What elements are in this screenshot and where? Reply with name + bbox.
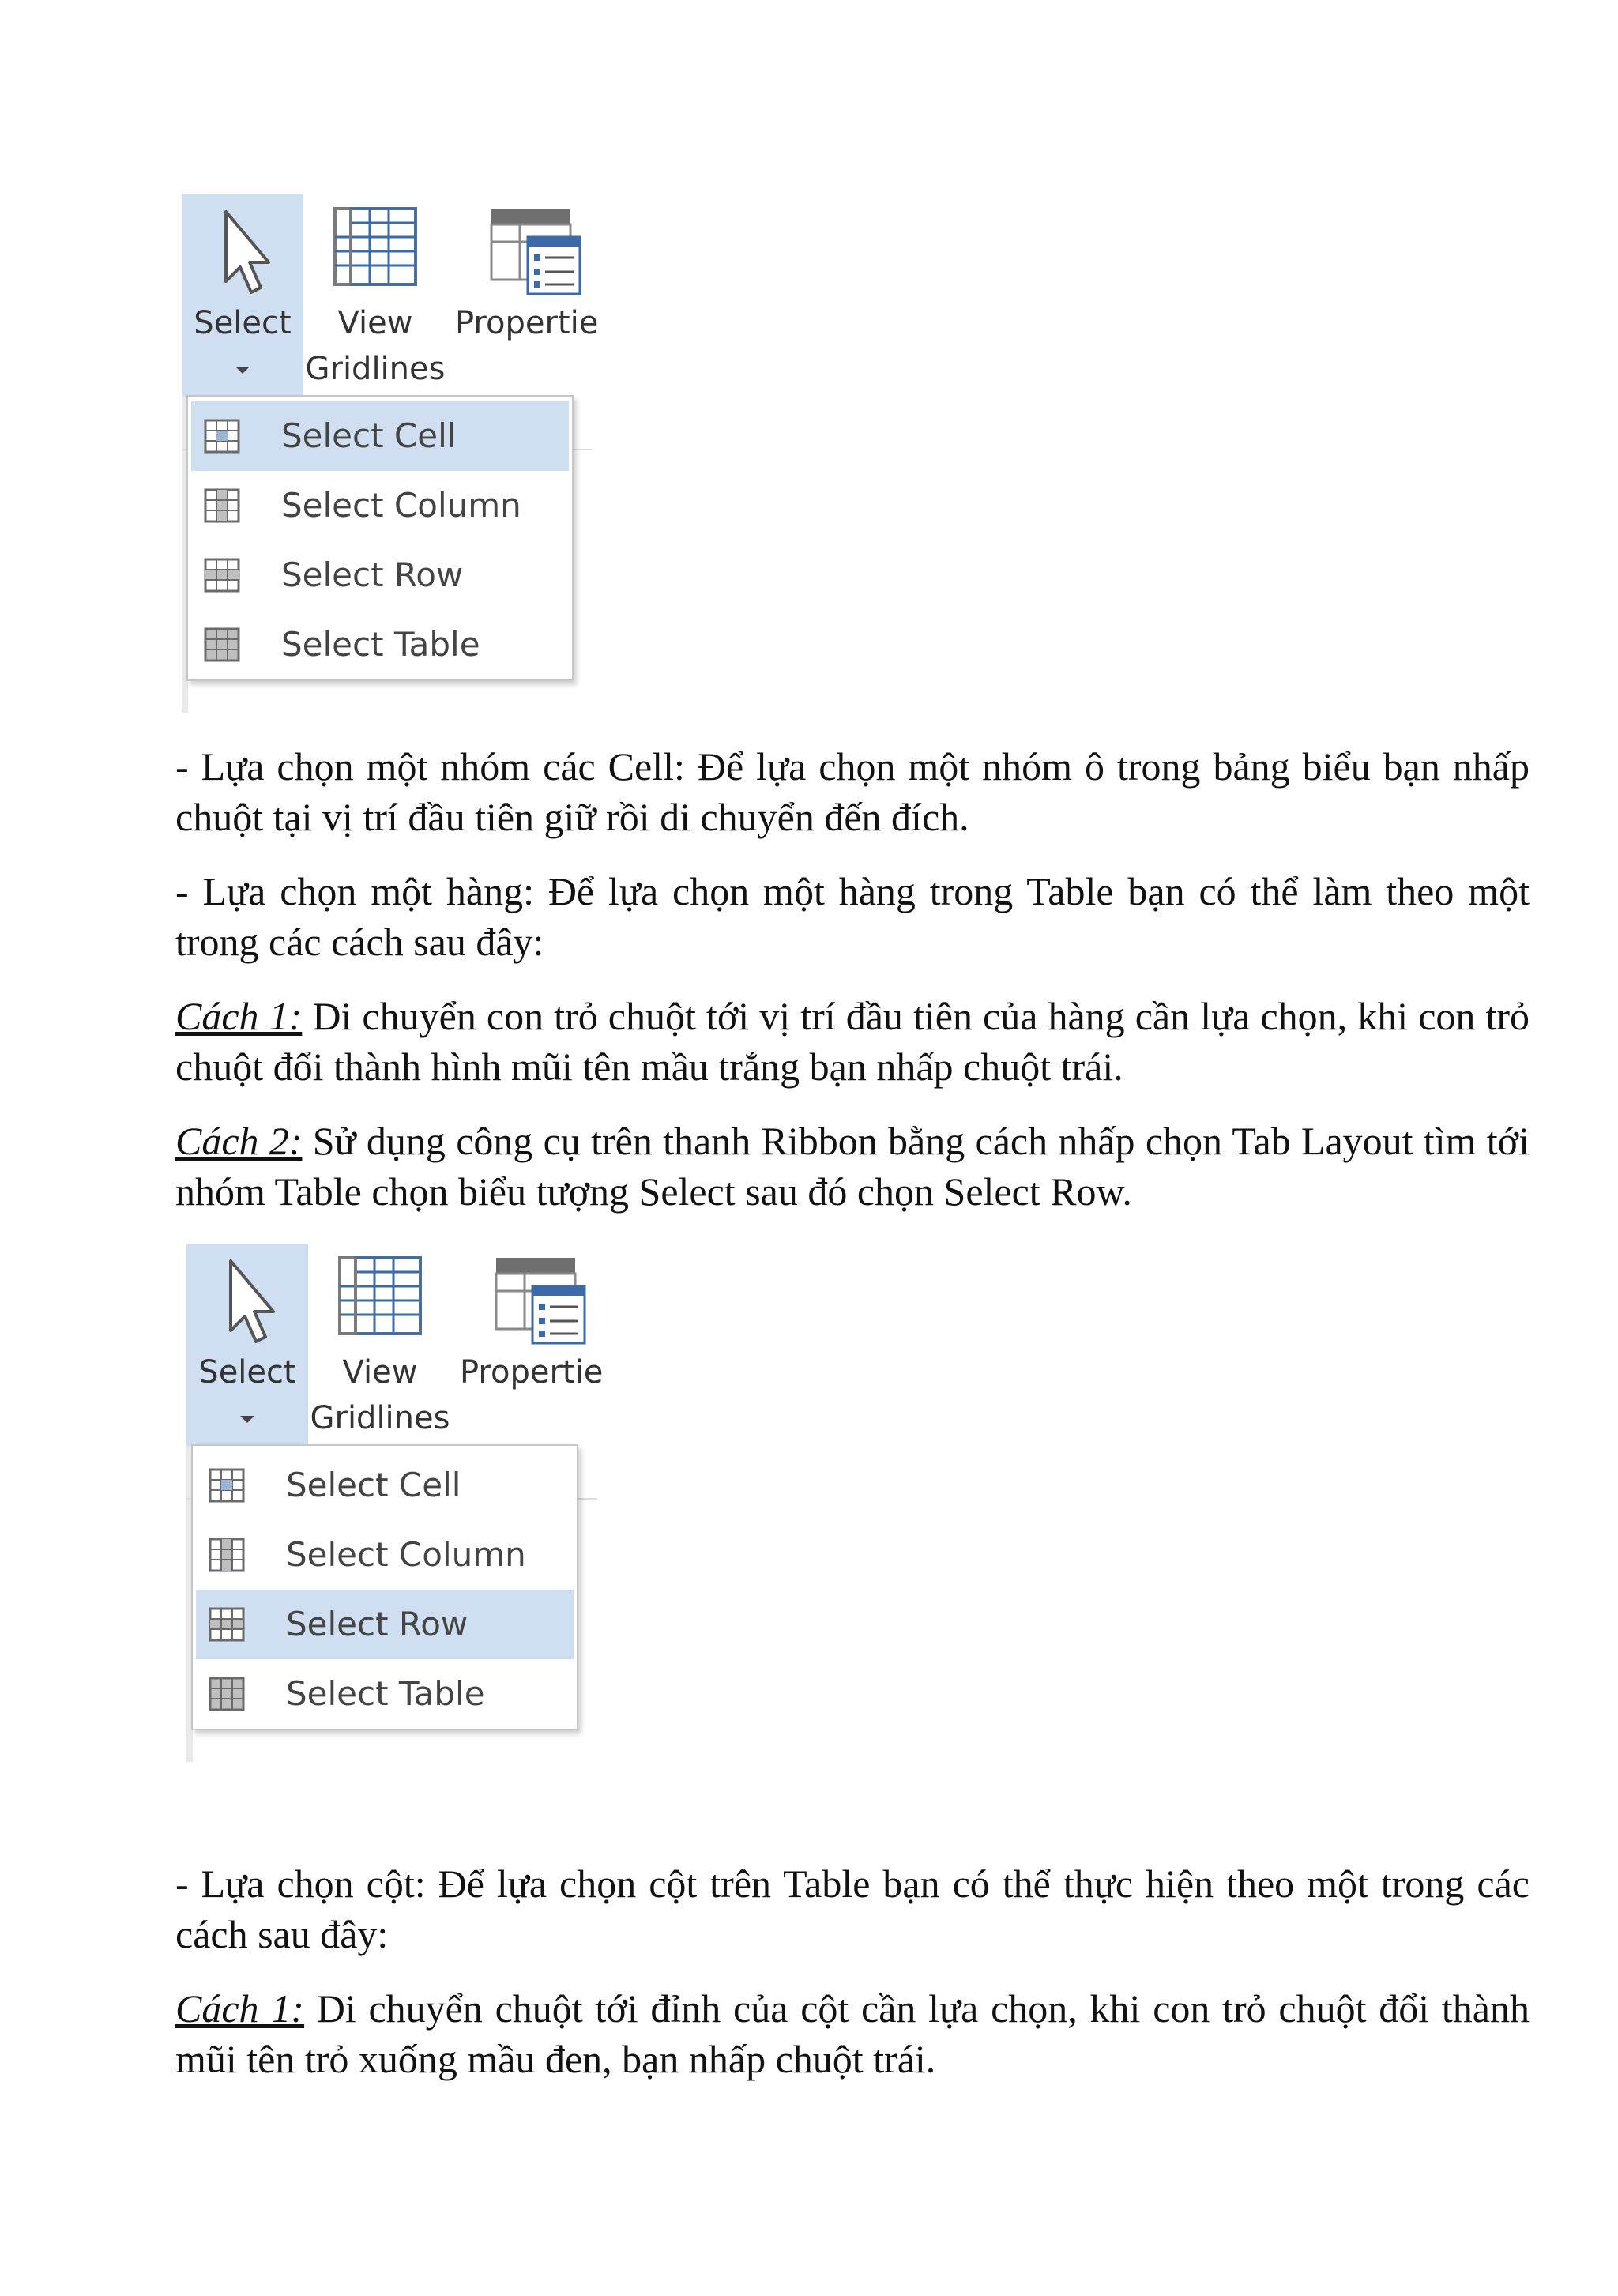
- select-button[interactable]: [186, 1244, 308, 1446]
- view-gridlines-button[interactable]: [310, 1244, 450, 1446]
- properties-button[interactable]: [447, 194, 624, 397]
- table-grid-icon: [209, 1677, 245, 1711]
- properties-label: Propertie: [460, 1354, 604, 1391]
- menu-item-select-column[interactable]: [191, 471, 569, 540]
- table-grid-icon: [209, 1607, 245, 1642]
- menu-item-label: Select Row: [286, 1605, 468, 1643]
- menu-item-label: Select Table: [286, 1674, 485, 1713]
- menu-item-label: Select Column: [286, 1535, 526, 1574]
- paragraph-row-method-1: [175, 991, 1530, 1092]
- view-label: View: [342, 1354, 418, 1391]
- properties-label: Propertie: [455, 305, 599, 341]
- ribbon-screenshot-2: [186, 1244, 629, 1765]
- paragraph-row-method-2: [175, 1116, 1530, 1217]
- gridlines-label: Gridlines: [310, 1400, 450, 1436]
- paragraph-column-method-1: [175, 1983, 1530, 2084]
- view-gridlines-button[interactable]: [305, 194, 446, 397]
- menu-item-label: Select Row: [281, 555, 464, 594]
- paragraph-select-column: - Lựa chọn cột: Để lựa chọn cột trên Table bạn có thể thực hiện theo một trong các cách sau đây:: [175, 1861, 1530, 1956]
- chevron-down-icon: [235, 367, 250, 374]
- paragraph-select-cell-group: - Lựa chọn một nhóm các Cell: Để lựa chọn một nhóm ô trong bảng biểu bạn nhấp chuột tại vị trí đầu tiên giữ rồi di chuyển đến đích.: [175, 744, 1530, 839]
- select-label: Select: [198, 1354, 296, 1391]
- paragraph-select-row: - Lựa chọn một hàng: Để lựa chọn một hàng trong Table bạn có thể làm theo một trong các cách sau đây:: [175, 869, 1530, 964]
- method-text: Sử dụng công cụ trên thanh Ribbon bằng cách nhấp chọn Tab Layout tìm tới nhóm Table chọn biểu tượng Select sau đó chọn Select Row.: [175, 1119, 1530, 1214]
- menu-item-select-column[interactable]: [196, 1520, 574, 1590]
- method-label: Cách 1:: [175, 994, 303, 1038]
- method-text: Di chuyển chuột tới đỉnh của cột cần lựa chọn, khi con trỏ chuột đổi thành mũi tên trỏ xuống mầu đen, bạn nhấp chuột trái.: [175, 1986, 1530, 2081]
- gridlines-label: Gridlines: [305, 351, 446, 387]
- select-button[interactable]: [182, 194, 303, 397]
- cursor-arrow-icon: [220, 1255, 275, 1349]
- table-properties-icon: [488, 205, 583, 297]
- menu-item-label: Select Column: [281, 486, 521, 525]
- table-grid-icon: [209, 1538, 245, 1572]
- table-grid-icon: [204, 488, 240, 523]
- method-label: Cách 1:: [175, 1986, 304, 2031]
- select-label: Select: [194, 305, 292, 341]
- properties-button[interactable]: [452, 1244, 629, 1446]
- table-grid-icon: [204, 419, 240, 454]
- menu-item-select-cell[interactable]: [196, 1451, 574, 1520]
- cursor-arrow-icon: [215, 205, 270, 300]
- method-text: Di chuyển con trỏ chuột tới vị trí đầu tiên của hàng cần lựa chọn, khi con trỏ chuột đổi thành hình mũi tên mầu trắng bạn nhấp chuột trái.: [175, 994, 1530, 1089]
- menu-item-select-row[interactable]: [191, 540, 569, 610]
- method-label: Cách 2:: [175, 1119, 303, 1163]
- grid-table-icon: [332, 205, 419, 288]
- menu-item-label: Select Cell: [281, 416, 457, 455]
- menu-item-label: Select Table: [281, 625, 480, 664]
- chevron-down-icon: [240, 1416, 254, 1423]
- menu-item-select-table[interactable]: [196, 1659, 574, 1729]
- grid-table-icon: [337, 1255, 423, 1337]
- table-grid-icon: [204, 627, 240, 662]
- menu-item-select-table[interactable]: [191, 610, 569, 679]
- select-dropdown-menu: [191, 1444, 578, 1730]
- menu-item-label: Select Cell: [286, 1466, 461, 1504]
- menu-item-select-row[interactable]: [196, 1590, 574, 1659]
- menu-item-select-cell[interactable]: [191, 401, 569, 471]
- ribbon-screenshot-1: [182, 194, 624, 716]
- view-label: View: [337, 305, 413, 341]
- table-grid-icon: [209, 1468, 245, 1503]
- table-properties-icon: [493, 1255, 588, 1346]
- select-dropdown-menu: [186, 395, 574, 681]
- table-grid-icon: [204, 558, 240, 593]
